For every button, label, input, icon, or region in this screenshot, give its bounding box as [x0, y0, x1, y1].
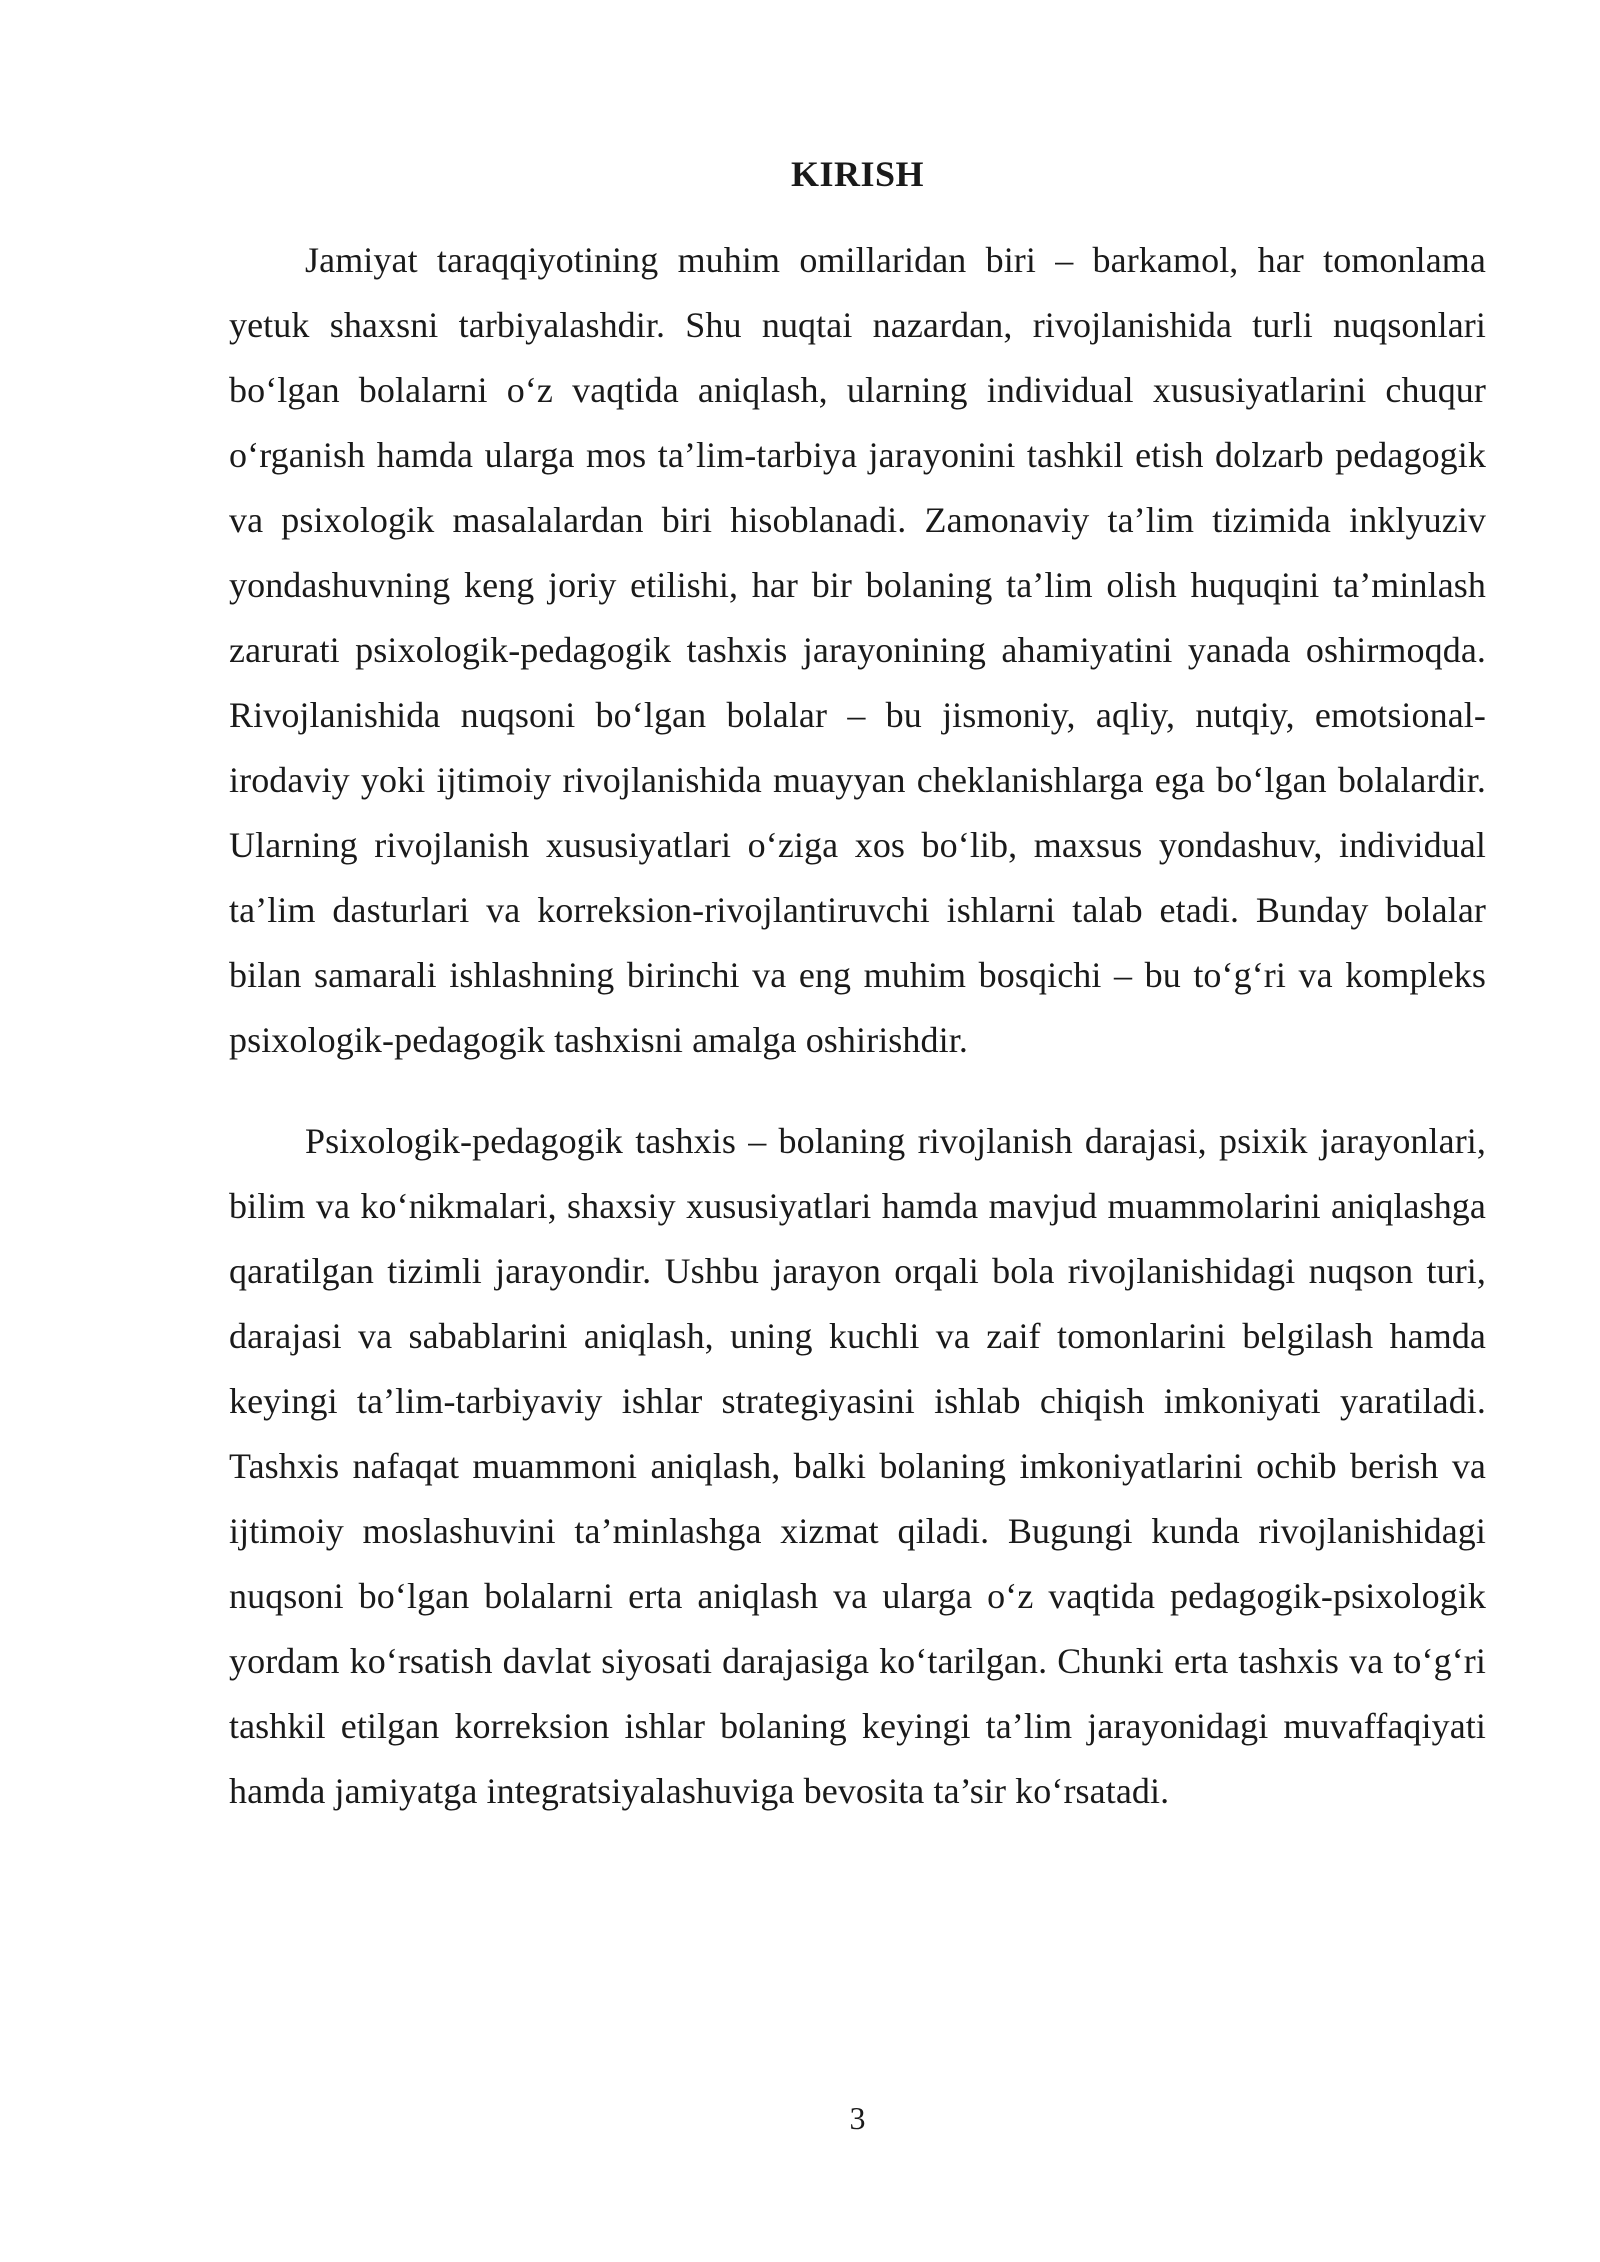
body-paragraph-1: Jamiyat taraqqiyotining muhim omillaridan biri – barkamol, har tomonlama yetuk shaxsni tarbiyalashdir. Shu nuqtai nazardan, rivojlanishida turli nuqsonlari bo‘lgan bolalarni o‘z vaqtida aniqlash, ularning individual xususiyatlarini chuqur o‘rganish hamda ularga mos ta’lim-tarbiya jarayonini tashkil etish dolzarb pedagogik va psixologik masalalardan biri hisoblanadi. Zamonaviy ta’lim tizimida inklyuziv yondashuvning keng joriy etilishi, har bir bolaning ta’lim olish huquqini ta’minlash zarurati psixologik-pedagogik tashxis jarayonining ahamiyatini yanada oshirmoqda. Rivojlanishida nuqsoni bo‘lgan bolalar – bu jismoniy, aqliy, nutqiy, emotsional-irodaviy yoki ijtimoiy rivojlanishida muayyan cheklanishlarga ega bo‘lgan bolalardir. Ularning rivojlanish xususiyatlari o‘ziga xos bo‘lib, maxsus yondashuv, individual ta’lim dasturlari va korreksion-rivojlantiruvchi ishlarni talab etadi. Bunday bolalar bilan samarali ishlashning birinchi va eng muhim bosqichi – bu to‘g‘ri va kompleks psixologik-pedagogik tashxisni amalga oshirishdir. — [229, 240, 1486, 1060]
section-heading: KIRISH — [790, 154, 925, 194]
body-paragraph-2: Psixologik-pedagogik tashxis – bolaning rivojlanish darajasi, psixik jarayonlari, bilim va ko‘nikmalari, shaxsiy xususiyatlari hamda mavjud muammolarini aniqlashga qaratilgan tizimli jarayondir. Ushbu jarayon orqali bola rivojlanishidagi nuqson turi, darajasi va sabablarini aniqlash, uning kuchli va zaif tomonlarini belgilash hamda keyingi ta’lim-tarbiyaviy ishlar strategiyasini ishlab chiqish imkoniyati yaratiladi. Tashxis nafaqat muammoni aniqlash, balki bolaning imkoniyatlarini ochib berish va ijtimoiy moslashuvini ta’minlashga xizmat qiladi. Bugungi kunda rivojlanishidagi nuqsoni bo‘lgan bolalarni erta aniqlash va ularga o‘z vaqtida pedagogik-psixologik yordam ko‘rsatish davlat siyosati darajasiga ko‘tarilgan. Chunki erta tashxis va to‘g‘ri tashkil etilgan korreksion ishlar bolaning keyingi ta’lim jarayonidagi muvaffaqiyati hamda jamiyatga integratsiyalashuviga bevosita ta’sir ko‘rsatadi. — [229, 1121, 1486, 1811]
page-number: 3 — [849, 2100, 866, 2136]
